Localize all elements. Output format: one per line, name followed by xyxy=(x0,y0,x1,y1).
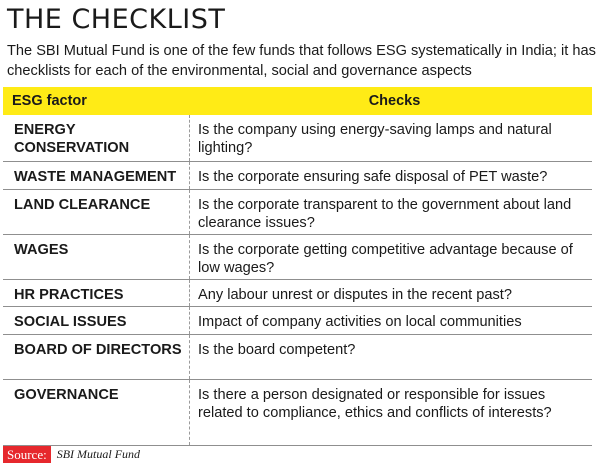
check-cell: Any labour unrest or disputes in the recent past? xyxy=(189,280,592,306)
table-row xyxy=(3,235,592,280)
table-row xyxy=(3,115,592,162)
checklist-table xyxy=(3,87,592,446)
factor-cell: GOVERNANCE xyxy=(14,387,119,403)
header-checks: Checks xyxy=(368,93,421,109)
check-cell: Is the corporate ensuring safe disposal of PET waste? xyxy=(189,162,592,189)
check-cell: Is the corporate transparent to the government about land clearance issues? xyxy=(189,190,592,234)
check-cell: Is the company using energy-saving lamps and natural lighting? xyxy=(189,115,592,161)
table-row xyxy=(3,335,592,380)
table-row xyxy=(3,162,592,190)
check-cell: Is the board competent? xyxy=(189,335,592,379)
source-label: Source: xyxy=(3,446,51,463)
page-subtitle: The SBI Mutual Fund is one of the few funds that follows ESG systematically in India; it has checklists for each of the environmental, social and governance aspects xyxy=(7,43,596,79)
table-header xyxy=(3,87,592,115)
check-cell: Is the corporate getting competitive advantage because of low wages? xyxy=(189,235,592,279)
header-esg-factor: ESG factor xyxy=(12,93,87,109)
factor-cell: WAGES xyxy=(14,242,69,258)
factor-cell: BOARD OF DIRECTORS xyxy=(14,342,182,358)
table-row xyxy=(3,190,592,235)
table-row xyxy=(3,307,592,335)
check-cell: Impact of company activities on local communities xyxy=(189,307,592,334)
factor-cell: ENERGY CONSERVATION xyxy=(14,122,130,156)
source-line xyxy=(3,446,140,463)
factor-cell: SOCIAL ISSUES xyxy=(14,314,127,330)
check-cell: Is there a person designated or responsible for issues related to compliance, ethics and conflicts of interests? xyxy=(189,380,592,445)
factor-cell: LAND CLEARANCE xyxy=(14,197,151,213)
factor-cell: HR PRACTICES xyxy=(14,287,124,303)
page-title: THE CHECKLIST xyxy=(7,4,226,35)
table-row xyxy=(3,280,592,307)
factor-cell: WASTE MANAGEMENT xyxy=(14,169,177,185)
table-row xyxy=(3,380,592,446)
source-value: SBI Mutual Fund xyxy=(56,447,141,461)
